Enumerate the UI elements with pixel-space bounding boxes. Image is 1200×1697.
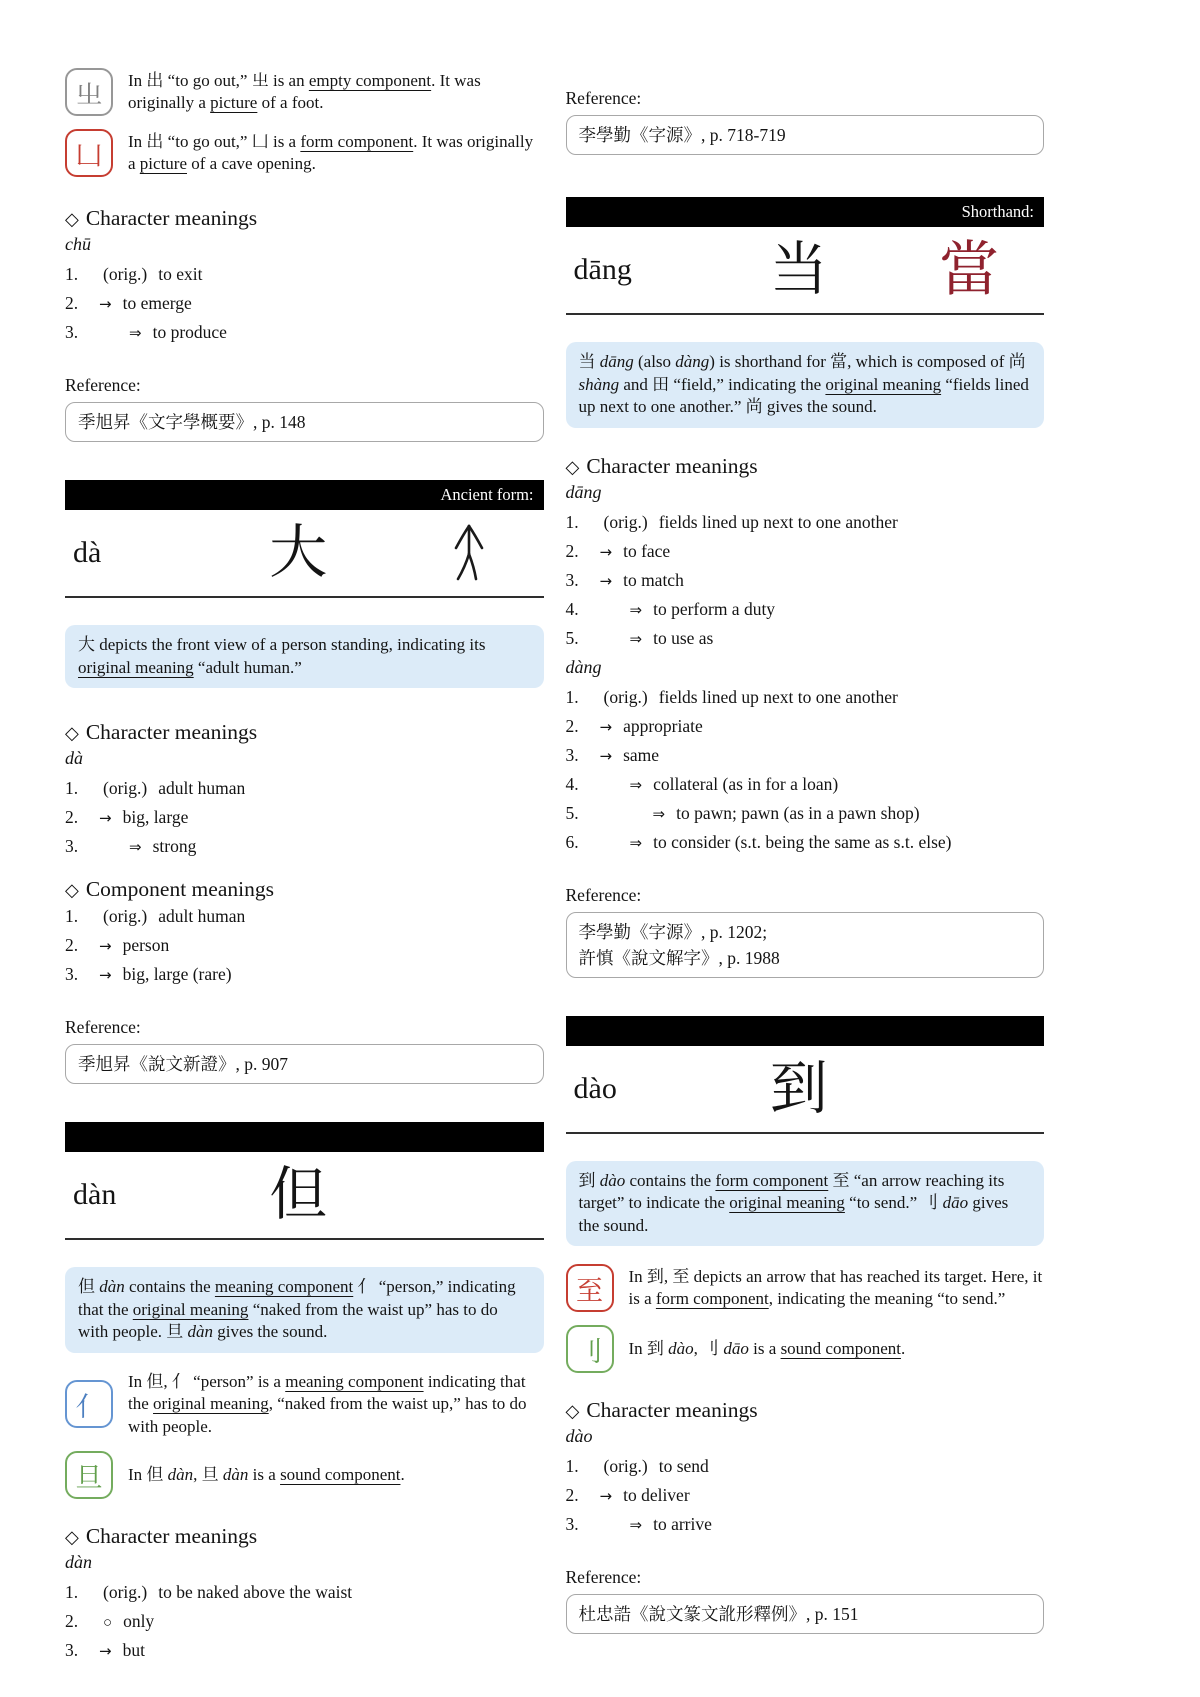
item-marker: →	[99, 295, 112, 313]
item-number: 2.	[65, 293, 79, 313]
component-note	[65, 129, 544, 177]
item-text: big, large	[122, 807, 189, 827]
item-text: person	[122, 935, 170, 955]
item-marker: ⇒	[652, 804, 666, 823]
item-text: to pawn; pawn (as in a pawn shop)	[676, 802, 920, 823]
item-marker: →	[99, 1642, 112, 1660]
reference-label: Reference:	[65, 1017, 141, 1037]
item-number: 1.	[65, 1582, 79, 1602]
item-number: 2.	[65, 807, 79, 827]
entry-character-row	[65, 1152, 544, 1240]
item-number: 3.	[65, 1640, 79, 1660]
diamond-icon: ◇	[565, 1401, 580, 1422]
entry-header-bar	[566, 197, 1045, 227]
pinyin-da: dà	[65, 748, 83, 768]
item-number: 3.	[65, 964, 79, 984]
item-text: collateral (as in for a loan)	[653, 773, 839, 794]
meaning-item	[566, 541, 1045, 562]
item-number: 4.	[565, 598, 579, 619]
meaning-item	[566, 832, 1045, 853]
meaning-item	[65, 964, 544, 985]
entry-dang	[566, 197, 1045, 315]
component-note	[566, 1325, 1045, 1373]
meaning-item	[566, 803, 1045, 824]
entry-main-char: 大	[269, 520, 328, 585]
reference-box	[566, 115, 1045, 155]
item-text: to consider (s.t. being the same as s.t. else)	[653, 831, 952, 852]
item-text: big, large (rare)	[122, 964, 232, 984]
item-number: 2.	[65, 1611, 79, 1631]
item-number: 4.	[565, 773, 579, 794]
item-marker: →	[99, 966, 112, 984]
component-note-text: In 到, 至 depicts an arrow that has reached its target. Here, it is a form component, indicating the meaning “to send.”	[628, 1266, 1043, 1308]
entry-pinyin: dà	[73, 536, 102, 569]
item-marker: (orig.)	[603, 686, 648, 707]
item-text: strong	[152, 836, 197, 856]
meaning-item	[566, 716, 1045, 737]
reference-label: Reference:	[565, 1567, 642, 1587]
reference-line: 季旭昇《說文新證》, p. 907	[78, 1054, 288, 1074]
meaning-item	[65, 807, 544, 828]
section-heading-dao-character-meanings: ◇ Character meanings	[565, 1398, 758, 1422]
meaning-item	[566, 512, 1045, 533]
pinyin-dao: dào	[565, 1426, 593, 1446]
item-text: to exit	[158, 264, 203, 284]
item-marker: →	[599, 1487, 613, 1505]
component-glyph: 至	[576, 1275, 603, 1306]
meaning-item	[65, 1640, 544, 1661]
entry-main-char: 但	[269, 1162, 328, 1227]
bar-label: Shorthand:	[961, 202, 1034, 221]
item-number: 3.	[565, 1514, 579, 1534]
component-glyph-box	[566, 1325, 614, 1373]
section-heading-da-component-meanings: ◇ Component meanings	[65, 877, 274, 901]
item-number: 3.	[565, 744, 579, 765]
entry-header-bar	[65, 1122, 544, 1152]
component-glyph-box	[566, 1264, 614, 1312]
da-component-meanings-list	[65, 906, 544, 993]
pinyin-dang2: dàng	[565, 656, 602, 677]
component-note-text: In 出 “to go out,” 凵 is a form component. It was originally a picture of a cave opening.	[128, 131, 534, 173]
entry-header-bar	[65, 480, 544, 510]
reference-line: 許慎《說文解字》, p. 1988	[578, 947, 780, 968]
item-number: 1.	[65, 778, 79, 798]
entry-main-char: 当	[769, 237, 828, 302]
diamond-icon: ◇	[65, 880, 79, 901]
explanation-box-dan: 但 dàn contains the meaning component 亻 “person,” indicating that the original meaning “naked from the waist up” has to do with people. 旦 dàn gives the sound.	[65, 1267, 544, 1353]
chu-meanings-list	[65, 264, 544, 351]
dao-meanings-list	[566, 1456, 1045, 1543]
item-text: to match	[623, 569, 684, 590]
section-heading-dang-character-meanings: ◇ Character meanings	[565, 453, 758, 478]
reference-line: 杜忠誥《說文篆文訛形釋例》, p. 151	[578, 1604, 859, 1624]
meaning-item	[65, 778, 544, 799]
section-heading-dan-character-meanings: ◇ Character meanings	[65, 1524, 258, 1548]
item-text: adult human	[158, 906, 246, 926]
item-marker: (orig.)	[103, 906, 148, 926]
item-marker: →	[599, 542, 613, 561]
item-text: to send	[658, 1456, 709, 1476]
item-marker: →	[599, 571, 613, 590]
item-number: 5.	[565, 802, 579, 823]
reference-box	[65, 1044, 544, 1084]
pinyin-dang1: dāng	[565, 481, 602, 502]
item-text: only	[123, 1611, 155, 1631]
ancient-form-glyph	[394, 521, 544, 585]
dan-component-notes	[65, 1371, 544, 1513]
component-note-text: In 出 “to go out,” 㞢 is an empty component. It was originally a picture of a foot.	[128, 70, 481, 112]
diamond-icon: ◇	[65, 1527, 79, 1548]
item-number: 1.	[565, 511, 579, 532]
item-number: 2.	[65, 935, 79, 955]
entry-dao	[566, 1016, 1045, 1134]
traditional-form-char: 當	[939, 237, 999, 303]
item-number: 2.	[565, 715, 579, 736]
component-note	[65, 1451, 544, 1499]
item-marker: →	[599, 717, 613, 736]
component-note	[65, 68, 544, 116]
da-character-meanings-list	[65, 778, 544, 865]
component-note-text: In 但 dàn, 旦 dàn is a sound component.	[128, 1464, 405, 1484]
entry-character-row	[65, 510, 544, 598]
entry-dan	[65, 1122, 544, 1240]
entry-character-row	[566, 1046, 1045, 1134]
item-number: 6.	[565, 831, 579, 852]
item-number: 1.	[65, 906, 79, 926]
dang-meanings-list	[566, 512, 1045, 657]
item-text: adult human	[158, 778, 246, 798]
component-glyph: 㞢	[75, 79, 103, 110]
item-marker: →	[99, 809, 112, 827]
item-text: to emerge	[122, 293, 192, 313]
item-text: fields lined up next to one another	[658, 511, 898, 532]
meaning-item	[566, 745, 1045, 766]
item-text: to arrive	[653, 1514, 712, 1534]
left-column	[65, 68, 544, 1669]
item-number: 1.	[565, 686, 579, 707]
component-glyph-box	[65, 1451, 113, 1499]
reference-line: 季旭昇《文字學概要》, p. 148	[78, 412, 306, 432]
component-glyph: 亻	[75, 1391, 103, 1422]
component-note	[566, 1264, 1045, 1312]
meaning-item	[65, 293, 544, 314]
meaning-item	[65, 935, 544, 956]
item-marker: ○	[103, 1615, 113, 1631]
reference-box	[65, 402, 544, 442]
meaning-item	[65, 1582, 544, 1603]
item-number: 2.	[565, 540, 579, 561]
reference-label: Reference:	[565, 884, 642, 905]
section-heading-chu-character-meanings: ◇ Character meanings	[65, 206, 258, 230]
item-number: 3.	[65, 836, 79, 856]
component-glyph: 刂	[576, 1336, 603, 1367]
entry-header-bar	[566, 1016, 1045, 1046]
explanation-box-dang: 当 dāng (also dàng) is shorthand for 當, which is composed of 尚 shàng and 田 “field,” indicating the original meaning “fields lined up next to one another.” 尚 gives the sound.	[566, 342, 1045, 428]
component-glyph-box	[65, 1380, 113, 1428]
item-text: to produce	[152, 322, 227, 342]
item-marker: (orig.)	[103, 264, 148, 284]
meaning-item	[65, 322, 544, 343]
meaning-item	[566, 687, 1045, 708]
explanation-box-da: 大 depicts the front view of a person standing, indicating its original meaning “adult human.”	[65, 625, 544, 688]
item-marker: (orig.)	[603, 1456, 648, 1476]
item-marker: ⇒	[629, 1516, 643, 1534]
meaning-item	[566, 1456, 1045, 1477]
meaning-item	[566, 628, 1045, 649]
item-marker: ⇒	[129, 838, 142, 856]
item-text: but	[122, 1640, 145, 1660]
pinyin-dan: dàn	[65, 1552, 92, 1572]
section-heading-da-character-meanings: ◇ Character meanings	[65, 720, 258, 744]
component-note	[65, 1371, 544, 1439]
meaning-item	[566, 774, 1045, 795]
item-marker: ⇒	[629, 600, 643, 619]
entry-pinyin: dào	[573, 1071, 617, 1105]
diamond-icon: ◇	[65, 723, 79, 744]
component-note-text: In 到 dào, 刂 dāo is a sound component.	[628, 1338, 906, 1358]
chu-component-notes	[65, 68, 544, 190]
pinyin-chu: chū	[65, 234, 91, 254]
item-marker: ⇒	[629, 775, 643, 794]
reference-line: 李學勤《字源》, p. 718-719	[578, 125, 786, 145]
component-note-text: In 但, 亻 “person” is a meaning component indicating that the original meaning, “naked from the waist up,” has to do with people.	[128, 1371, 527, 1436]
item-number: 5.	[565, 627, 579, 648]
item-number: 3.	[565, 569, 579, 590]
item-marker: →	[99, 937, 112, 955]
dang4-meanings-list	[566, 687, 1045, 861]
item-marker: (orig.)	[103, 1582, 148, 1602]
item-text: same	[623, 744, 660, 765]
reference-line: 李學勤《字源》, p. 1202;	[578, 921, 768, 942]
item-marker: →	[599, 746, 613, 765]
item-number: 2.	[565, 1485, 579, 1505]
entry-pinyin: dāng	[573, 253, 632, 286]
item-marker: (orig.)	[103, 778, 148, 798]
reference-label: Reference:	[565, 88, 642, 108]
item-text: to deliver	[623, 1485, 690, 1505]
item-text: appropriate	[623, 715, 703, 736]
meaning-item	[566, 1485, 1045, 1506]
meaning-item	[65, 906, 544, 927]
entry-main-char: 到	[769, 1055, 828, 1121]
item-text: to be naked above the waist	[158, 1582, 353, 1602]
component-glyph-box	[65, 129, 113, 177]
item-marker: ⇒	[129, 324, 142, 342]
item-number: 3.	[65, 322, 79, 342]
diamond-icon: ◇	[565, 456, 580, 478]
reference-box	[566, 1594, 1045, 1634]
item-text: to face	[623, 540, 671, 561]
meaning-item	[566, 570, 1045, 591]
entry-da	[65, 480, 544, 598]
item-text: to perform a duty	[653, 598, 776, 619]
item-text: to use as	[653, 627, 714, 648]
reference-box	[566, 912, 1045, 978]
meaning-item	[566, 1514, 1045, 1535]
item-marker: ⇒	[629, 833, 643, 852]
component-glyph-box	[65, 68, 113, 116]
item-text: fields lined up next to one another	[658, 686, 898, 707]
entry-character-row	[566, 227, 1045, 315]
item-number: 1.	[565, 1456, 579, 1476]
dan-meanings-list	[65, 1582, 544, 1669]
meaning-item	[566, 599, 1045, 620]
meaning-item	[65, 836, 544, 857]
diamond-icon: ◇	[65, 209, 79, 230]
reference-label: Reference:	[65, 375, 141, 395]
right-column	[566, 68, 1045, 1669]
dao-component-notes	[566, 1264, 1045, 1386]
component-glyph: 旦	[75, 1462, 103, 1493]
entry-pinyin: dàn	[73, 1178, 117, 1211]
meaning-item	[65, 264, 544, 285]
item-marker: ⇒	[629, 629, 643, 648]
component-glyph: 凵	[75, 140, 103, 171]
item-marker: (orig.)	[603, 511, 648, 532]
explanation-box-dao: 到 dào contains the form component 至 “an arrow reaching its target” to indicate the original meaning “to send.” 刂 dāo gives the sound.	[566, 1161, 1045, 1247]
bar-label: Ancient form:	[440, 485, 534, 504]
meaning-item	[65, 1611, 544, 1632]
item-number: 1.	[65, 264, 79, 284]
